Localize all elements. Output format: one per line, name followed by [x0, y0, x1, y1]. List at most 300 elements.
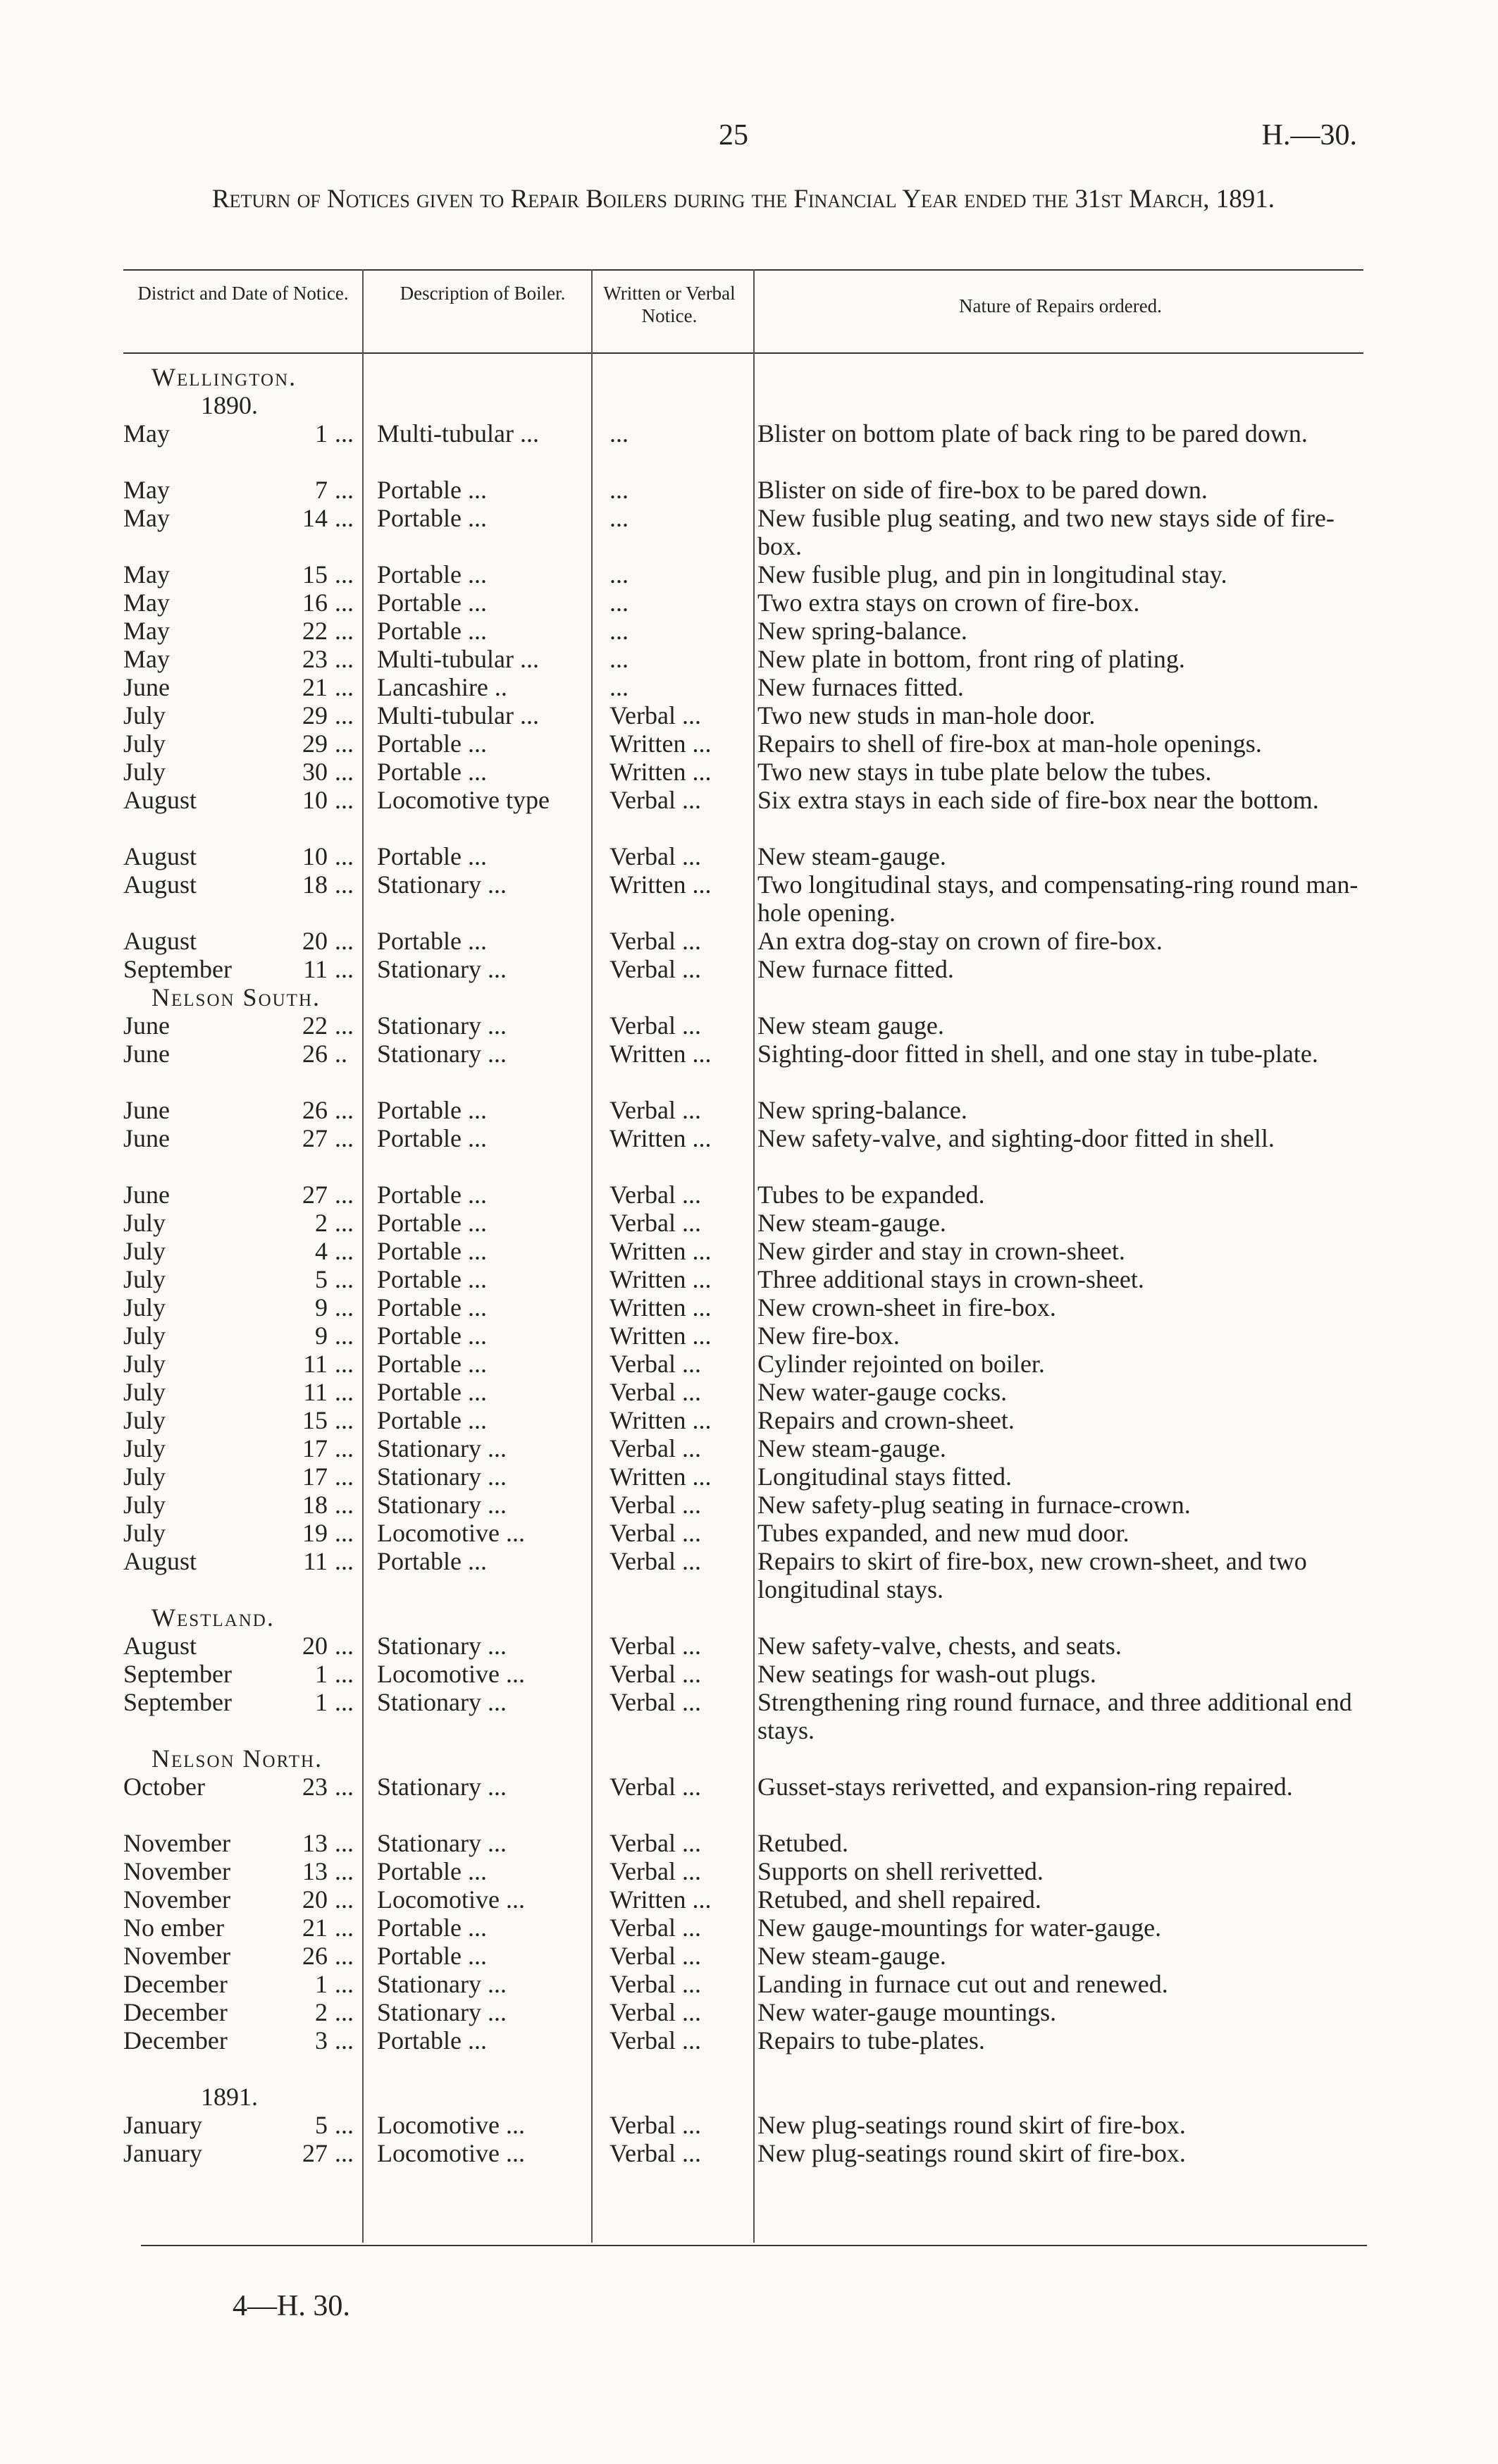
notice-day: 9 [315, 1322, 328, 1350]
notice-month: July [123, 701, 166, 729]
table-row [123, 1406, 1363, 1434]
section-name: Nelson South. [151, 983, 321, 1011]
section-header [123, 1744, 1363, 1773]
notice-day: 22 [302, 617, 328, 645]
boiler-description: Multi-tubular ... [377, 645, 539, 673]
leader-dots: ... [335, 1829, 354, 1857]
leader-dots: ... [335, 1406, 354, 1434]
year-label: 1891. [201, 2083, 258, 2111]
notice-type: Verbal ... [609, 786, 701, 814]
notice-month: July [123, 1209, 166, 1237]
table-row [123, 1350, 1363, 1378]
notice-month: July [123, 1322, 166, 1350]
column-header-notice: Written or Verbal Notice. [603, 283, 736, 326]
leader-dots: .. [335, 1040, 347, 1068]
leader-dots: ... [335, 419, 354, 448]
leader-dots: ... [335, 1096, 354, 1124]
notice-month: July [123, 1265, 166, 1293]
boiler-description: Portable ... [377, 1406, 487, 1434]
repair-description: Two longitudinal stays, and compensating-ring round man-hole opening. [757, 870, 1358, 927]
repair-description: Retubed, and shell repaired. [757, 1885, 1041, 1914]
repair-description: New steam-gauge. [757, 1942, 946, 1970]
table-row [123, 1773, 1363, 1829]
notice-month: October [123, 1773, 205, 1801]
leader-dots: ... [335, 1322, 354, 1350]
boiler-description: Stationary ... [377, 1773, 507, 1801]
table-row [123, 589, 1363, 617]
section-name: Wellington. [151, 363, 297, 391]
leader-dots: ... [335, 1181, 354, 1209]
notice-month: January [123, 2139, 202, 2167]
notice-month: September [123, 1660, 232, 1688]
boiler-description: Portable ... [377, 476, 487, 504]
notice-month: July [123, 1519, 166, 1547]
repair-description: New plug-seatings round skirt of fire-box. [757, 2111, 1186, 2139]
leader-dots: ... [335, 1265, 354, 1293]
leader-dots: ... [335, 786, 354, 814]
repair-description: Landing in furnace cut out and renewed. [757, 1970, 1168, 1998]
table-row [123, 617, 1363, 645]
leader-dots: ... [335, 504, 354, 532]
leader-dots: ... [335, 1519, 354, 1547]
repair-description: Sighting-door fitted in shell, and one stay in tube-plate. [757, 1040, 1318, 1068]
repair-description: New steam gauge. [757, 1011, 944, 1040]
notice-day: 30 [302, 758, 328, 786]
boiler-description: Portable ... [377, 1914, 487, 1942]
leader-dots: ... [335, 1209, 354, 1237]
repair-description: An extra dog-stay on crown of fire-box. [757, 927, 1163, 955]
table-row [123, 1829, 1363, 1857]
boiler-description: Portable ... [377, 504, 487, 532]
spacer-row [123, 2055, 1363, 2083]
notice-month: No ember [123, 1914, 224, 1942]
notice-day: 20 [302, 1632, 328, 1660]
notice-day: 9 [315, 1293, 328, 1322]
repair-description: New water-gauge mountings. [757, 1998, 1057, 2026]
boiler-description: Multi-tubular ... [377, 701, 539, 729]
table-row [123, 1322, 1363, 1350]
boiler-description: Stationary ... [377, 1491, 507, 1519]
notice-type: Verbal ... [609, 2111, 701, 2139]
table-row [123, 560, 1363, 589]
leader-dots: ... [335, 701, 354, 729]
notice-type: Written ... [609, 729, 712, 758]
section-name: Westland. [151, 1603, 275, 1632]
notice-type: Verbal ... [609, 1209, 701, 1237]
boiler-description: Stationary ... [377, 1998, 507, 2026]
notice-month: August [123, 786, 197, 814]
repair-description: New seatings for wash-out plugs. [757, 1660, 1096, 1688]
boiler-description: Locomotive ... [377, 2111, 525, 2139]
table-row [123, 955, 1363, 983]
leader-dots: ... [335, 1237, 354, 1265]
notice-type: Written ... [609, 1885, 712, 1914]
leader-dots: ... [335, 1688, 354, 1716]
year-row [123, 391, 1363, 419]
table-row [123, 1209, 1363, 1237]
notice-day: 29 [302, 701, 328, 729]
notice-day: 10 [302, 842, 328, 870]
boiler-description: Portable ... [377, 1237, 487, 1265]
table-row [123, 1857, 1363, 1885]
repair-description: Blister on side of fire-box to be pared down. [757, 476, 1208, 504]
leader-dots: ... [335, 1970, 354, 1998]
notice-type: ... [609, 419, 629, 448]
notice-type: Verbal ... [609, 1378, 701, 1406]
repair-description: New fusible plug seating, and two new stays side of fire-box. [757, 504, 1335, 560]
table-row [123, 1914, 1363, 1942]
table-row [123, 645, 1363, 673]
table-row [123, 1124, 1363, 1181]
notice-day: 15 [302, 1406, 328, 1434]
table-row [123, 1096, 1363, 1124]
notice-day: 21 [302, 1914, 328, 1942]
leader-dots: ... [335, 842, 354, 870]
repair-description: Tubes expanded, and new mud door. [757, 1519, 1129, 1547]
repair-description: Repairs to skirt of fire-box, new crown-sheet, and two longitudinal stays. [757, 1547, 1307, 1603]
notice-day: 21 [302, 673, 328, 701]
repair-description: New fire-box. [757, 1322, 900, 1350]
notice-type: Verbal ... [609, 1688, 701, 1716]
notice-day: 29 [302, 729, 328, 758]
notice-day: 27 [302, 2139, 328, 2167]
leader-dots: ... [335, 1885, 354, 1914]
notice-month: May [123, 645, 170, 673]
boiler-description: Stationary ... [377, 1688, 507, 1716]
notice-day: 1 [315, 1660, 328, 1688]
boiler-description: Stationary ... [377, 1040, 507, 1068]
notice-day: 3 [315, 2026, 328, 2055]
notice-day: 11 [303, 1350, 328, 1378]
leader-dots: ... [335, 1857, 354, 1885]
notice-type: ... [609, 645, 629, 673]
repair-description: Repairs and crown-sheet. [757, 1406, 1015, 1434]
boiler-description: Portable ... [377, 927, 487, 955]
leader-dots: ... [335, 1942, 354, 1970]
boiler-description: Portable ... [377, 589, 487, 617]
repair-description: Two extra stays on crown of fire-box. [757, 589, 1140, 617]
column-header-repairs: Nature of Repairs ordered. [959, 295, 1162, 316]
repair-description: Tubes to be expanded. [757, 1181, 985, 1209]
leader-dots: ... [335, 1773, 354, 1801]
notice-day: 23 [302, 645, 328, 673]
boiler-description: Portable ... [377, 1096, 487, 1124]
boiler-description: Stationary ... [377, 1970, 507, 1998]
footer-signature: 4—H. 30. [233, 2290, 350, 2322]
leader-dots: ... [335, 1491, 354, 1519]
notice-type: Verbal ... [609, 842, 701, 870]
table-row [123, 1660, 1363, 1688]
repair-description: New steam-gauge. [757, 842, 946, 870]
leader-dots: ... [335, 1378, 354, 1406]
notice-type: Verbal ... [609, 701, 701, 729]
notice-day: 2 [315, 1998, 328, 2026]
boiler-description: Lancashire .. [377, 673, 507, 701]
repair-description: New safety-plug seating in furnace-crown. [757, 1491, 1191, 1519]
boiler-description: Locomotive ... [377, 1885, 525, 1914]
notice-type: ... [609, 589, 629, 617]
notice-month: July [123, 1293, 166, 1322]
notice-month: December [123, 1970, 228, 1998]
notice-day: 23 [302, 1773, 328, 1801]
leader-dots: ... [335, 617, 354, 645]
boiler-description: Portable ... [377, 758, 487, 786]
notice-type: Verbal ... [609, 1096, 701, 1124]
notice-month: June [123, 1040, 170, 1068]
leader-dots: ... [335, 673, 354, 701]
boiler-description: Portable ... [377, 842, 487, 870]
boiler-description: Portable ... [377, 1322, 487, 1350]
notice-type: ... [609, 673, 629, 701]
notice-month: July [123, 1237, 166, 1265]
notice-type: Verbal ... [609, 1773, 701, 1801]
notice-day: 22 [302, 1011, 328, 1040]
repair-description: New plate in bottom, front ring of plating. [757, 645, 1185, 673]
leader-dots: ... [335, 1998, 354, 2026]
boiler-description: Stationary ... [377, 955, 507, 983]
notice-day: 5 [315, 2111, 328, 2139]
notice-type: Verbal ... [609, 1491, 701, 1519]
repair-description: New gauge-mountings for water-gauge. [757, 1914, 1162, 1942]
repair-description: Six extra stays in each side of fire-box near the bottom. [757, 786, 1319, 814]
notice-day: 11 [303, 955, 328, 983]
table-row [123, 1434, 1363, 1462]
notice-month: May [123, 589, 170, 617]
notice-month: November [123, 1857, 230, 1885]
notice-day: 14 [302, 504, 328, 532]
notice-month: July [123, 729, 166, 758]
table-row [123, 1942, 1363, 1970]
table-row [123, 1040, 1363, 1096]
notice-day: 4 [315, 1237, 328, 1265]
year-label: 1890. [201, 391, 258, 419]
notice-day: 17 [302, 1434, 328, 1462]
boiler-description: Portable ... [377, 1265, 487, 1293]
notice-type: Verbal ... [609, 1181, 701, 1209]
page-number: 25 [719, 119, 748, 152]
notice-month: November [123, 1885, 230, 1914]
boiler-description: Portable ... [377, 729, 487, 758]
notice-month: July [123, 1378, 166, 1406]
notice-type: ... [609, 476, 629, 504]
header-top-rule [123, 269, 1363, 271]
notice-type: Verbal ... [609, 1942, 701, 1970]
leader-dots: ... [335, 955, 354, 983]
notice-type: Verbal ... [609, 1857, 701, 1885]
notice-day: 1 [315, 419, 328, 448]
notice-day: 20 [302, 1885, 328, 1914]
boiler-description: Stationary ... [377, 1632, 507, 1660]
notice-month: November [123, 1942, 230, 1970]
notice-month: July [123, 758, 166, 786]
notice-day: 11 [303, 1378, 328, 1406]
notice-day: 7 [315, 476, 328, 504]
repair-description: Strengthening ring round furnace, and three additional end stays. [757, 1688, 1352, 1744]
repair-description: New spring-balance. [757, 617, 967, 645]
notice-day: 1 [315, 1688, 328, 1716]
table-row [123, 927, 1363, 955]
boiler-description: Portable ... [377, 1350, 487, 1378]
notice-month: December [123, 1998, 228, 2026]
notice-type: Verbal ... [609, 2139, 701, 2167]
year-row [123, 2083, 1363, 2111]
notice-month: August [123, 842, 197, 870]
notice-month: January [123, 2111, 202, 2139]
notice-month: June [123, 1096, 170, 1124]
leader-dots: ... [335, 1660, 354, 1688]
notice-type: Verbal ... [609, 1547, 701, 1575]
table-row [123, 1378, 1363, 1406]
notice-month: August [123, 870, 197, 899]
notice-day: 26 [302, 1040, 328, 1068]
section-name: Nelson North. [151, 1744, 323, 1773]
notice-day: 27 [302, 1124, 328, 1152]
notice-month: June [123, 1011, 170, 1040]
boiler-description: Portable ... [377, 1181, 487, 1209]
notice-month: May [123, 476, 170, 504]
notice-type: Verbal ... [609, 927, 701, 955]
notice-month: August [123, 1547, 197, 1575]
notice-type: ... [609, 617, 629, 645]
notice-type: Verbal ... [609, 1829, 701, 1857]
repair-description: New girder and stay in crown-sheet. [757, 1237, 1125, 1265]
repair-description: Repairs to tube-plates. [757, 2026, 985, 2055]
table-row [123, 1970, 1363, 1998]
notice-type: Verbal ... [609, 1519, 701, 1547]
column-header-description: Description of Boiler. [400, 283, 566, 304]
boiler-description: Portable ... [377, 617, 487, 645]
leader-dots: ... [335, 927, 354, 955]
leader-dots: ... [335, 2026, 354, 2055]
notice-type: Written ... [609, 1124, 712, 1152]
table-row [123, 1011, 1363, 1040]
table-row [123, 1265, 1363, 1293]
leader-dots: ... [335, 589, 354, 617]
table-row [123, 504, 1363, 560]
repair-description: Repairs to shell of fire-box at man-hole openings. [757, 729, 1262, 758]
notice-type: Written ... [609, 1322, 712, 1350]
notice-month: December [123, 2026, 228, 2055]
leader-dots: ... [335, 1350, 354, 1378]
repair-description: Two new stays in tube plate below the tubes. [757, 758, 1212, 786]
table-row [123, 1519, 1363, 1547]
notice-month: September [123, 1688, 232, 1716]
boiler-description: Portable ... [377, 1378, 487, 1406]
notice-type: Verbal ... [609, 1011, 701, 1040]
boiler-description: Stationary ... [377, 1434, 507, 1462]
notice-type: Written ... [609, 1293, 712, 1322]
table-row [123, 1237, 1363, 1265]
notice-type: Verbal ... [609, 1914, 701, 1942]
boiler-description: Locomotive type [377, 786, 550, 814]
notice-type: ... [609, 504, 629, 532]
table-row [123, 1547, 1363, 1603]
notice-type: Verbal ... [609, 1660, 701, 1688]
repair-description: Two new studs in man-hole door. [757, 701, 1096, 729]
table-row [123, 1688, 1363, 1744]
leader-dots: ... [335, 1124, 354, 1152]
leader-dots: ... [335, 2111, 354, 2139]
section-header [123, 1603, 1363, 1632]
notice-day: 19 [302, 1519, 328, 1547]
notice-type: ... [609, 560, 629, 589]
notice-month: August [123, 1632, 197, 1660]
repair-description: New furnace fitted. [757, 955, 954, 983]
table-bottom-rule [141, 2245, 1367, 2246]
notice-day: 11 [303, 1547, 328, 1575]
boiler-description: Portable ... [377, 1547, 487, 1575]
notice-type: Written ... [609, 758, 712, 786]
notice-month: May [123, 560, 170, 589]
repair-description: New fusible plug, and pin in longitudinal stay. [757, 560, 1227, 589]
notice-month: August [123, 927, 197, 955]
section-header [123, 363, 1363, 391]
table-header [123, 275, 1363, 359]
notice-month: July [123, 1406, 166, 1434]
leader-dots: ... [335, 758, 354, 786]
boiler-description: Multi-tubular ... [377, 419, 539, 448]
leader-dots: ... [335, 1914, 354, 1942]
notice-day: 13 [302, 1857, 328, 1885]
notice-type: Written ... [609, 1462, 712, 1491]
column-header-district: District and Date of Notice. [137, 283, 349, 304]
notice-month: September [123, 955, 232, 983]
notice-month: May [123, 617, 170, 645]
boiler-description: Portable ... [377, 560, 487, 589]
boiler-description: Portable ... [377, 1209, 487, 1237]
table-row [123, 1181, 1363, 1209]
document-reference: H.—30. [1261, 119, 1357, 152]
table-row [123, 1998, 1363, 2026]
notice-type: Written ... [609, 1406, 712, 1434]
section-header [123, 983, 1363, 1011]
table-row [123, 870, 1363, 927]
notice-day: 27 [302, 1181, 328, 1209]
leader-dots: ... [335, 476, 354, 504]
repair-description: New spring-balance. [757, 1096, 967, 1124]
table-row [123, 1293, 1363, 1322]
leader-dots: ... [335, 1547, 354, 1575]
table-row [123, 1885, 1363, 1914]
notice-month: July [123, 1462, 166, 1491]
leader-dots: ... [335, 1434, 354, 1462]
boiler-description: Stationary ... [377, 1829, 507, 1857]
notice-day: 13 [302, 1829, 328, 1857]
table-row [123, 701, 1363, 729]
notice-type: Verbal ... [609, 955, 701, 983]
repair-description: New plug-seatings round skirt of fire-box. [757, 2139, 1186, 2167]
leader-dots: ... [335, 560, 354, 589]
table-row [123, 1491, 1363, 1519]
notice-type: Written ... [609, 870, 712, 899]
leader-dots: ... [335, 1462, 354, 1491]
notice-type: Written ... [609, 1237, 712, 1265]
repair-description: Longitudinal stays fitted. [757, 1462, 1012, 1491]
repair-description: Blister on bottom plate of back ring to be pared down. [757, 419, 1308, 448]
notice-type: Verbal ... [609, 2026, 701, 2055]
table-row [123, 729, 1363, 758]
repair-description: New safety-valve, chests, and seats. [757, 1632, 1122, 1660]
leader-dots: ... [335, 1632, 354, 1660]
leader-dots: ... [335, 870, 354, 899]
notice-day: 18 [302, 870, 328, 899]
notice-month: May [123, 419, 170, 448]
notice-month: May [123, 504, 170, 532]
boiler-description: Locomotive ... [377, 2139, 525, 2167]
notice-day: 1 [315, 1970, 328, 1998]
table-row [123, 2139, 1363, 2167]
table-row [123, 842, 1363, 870]
